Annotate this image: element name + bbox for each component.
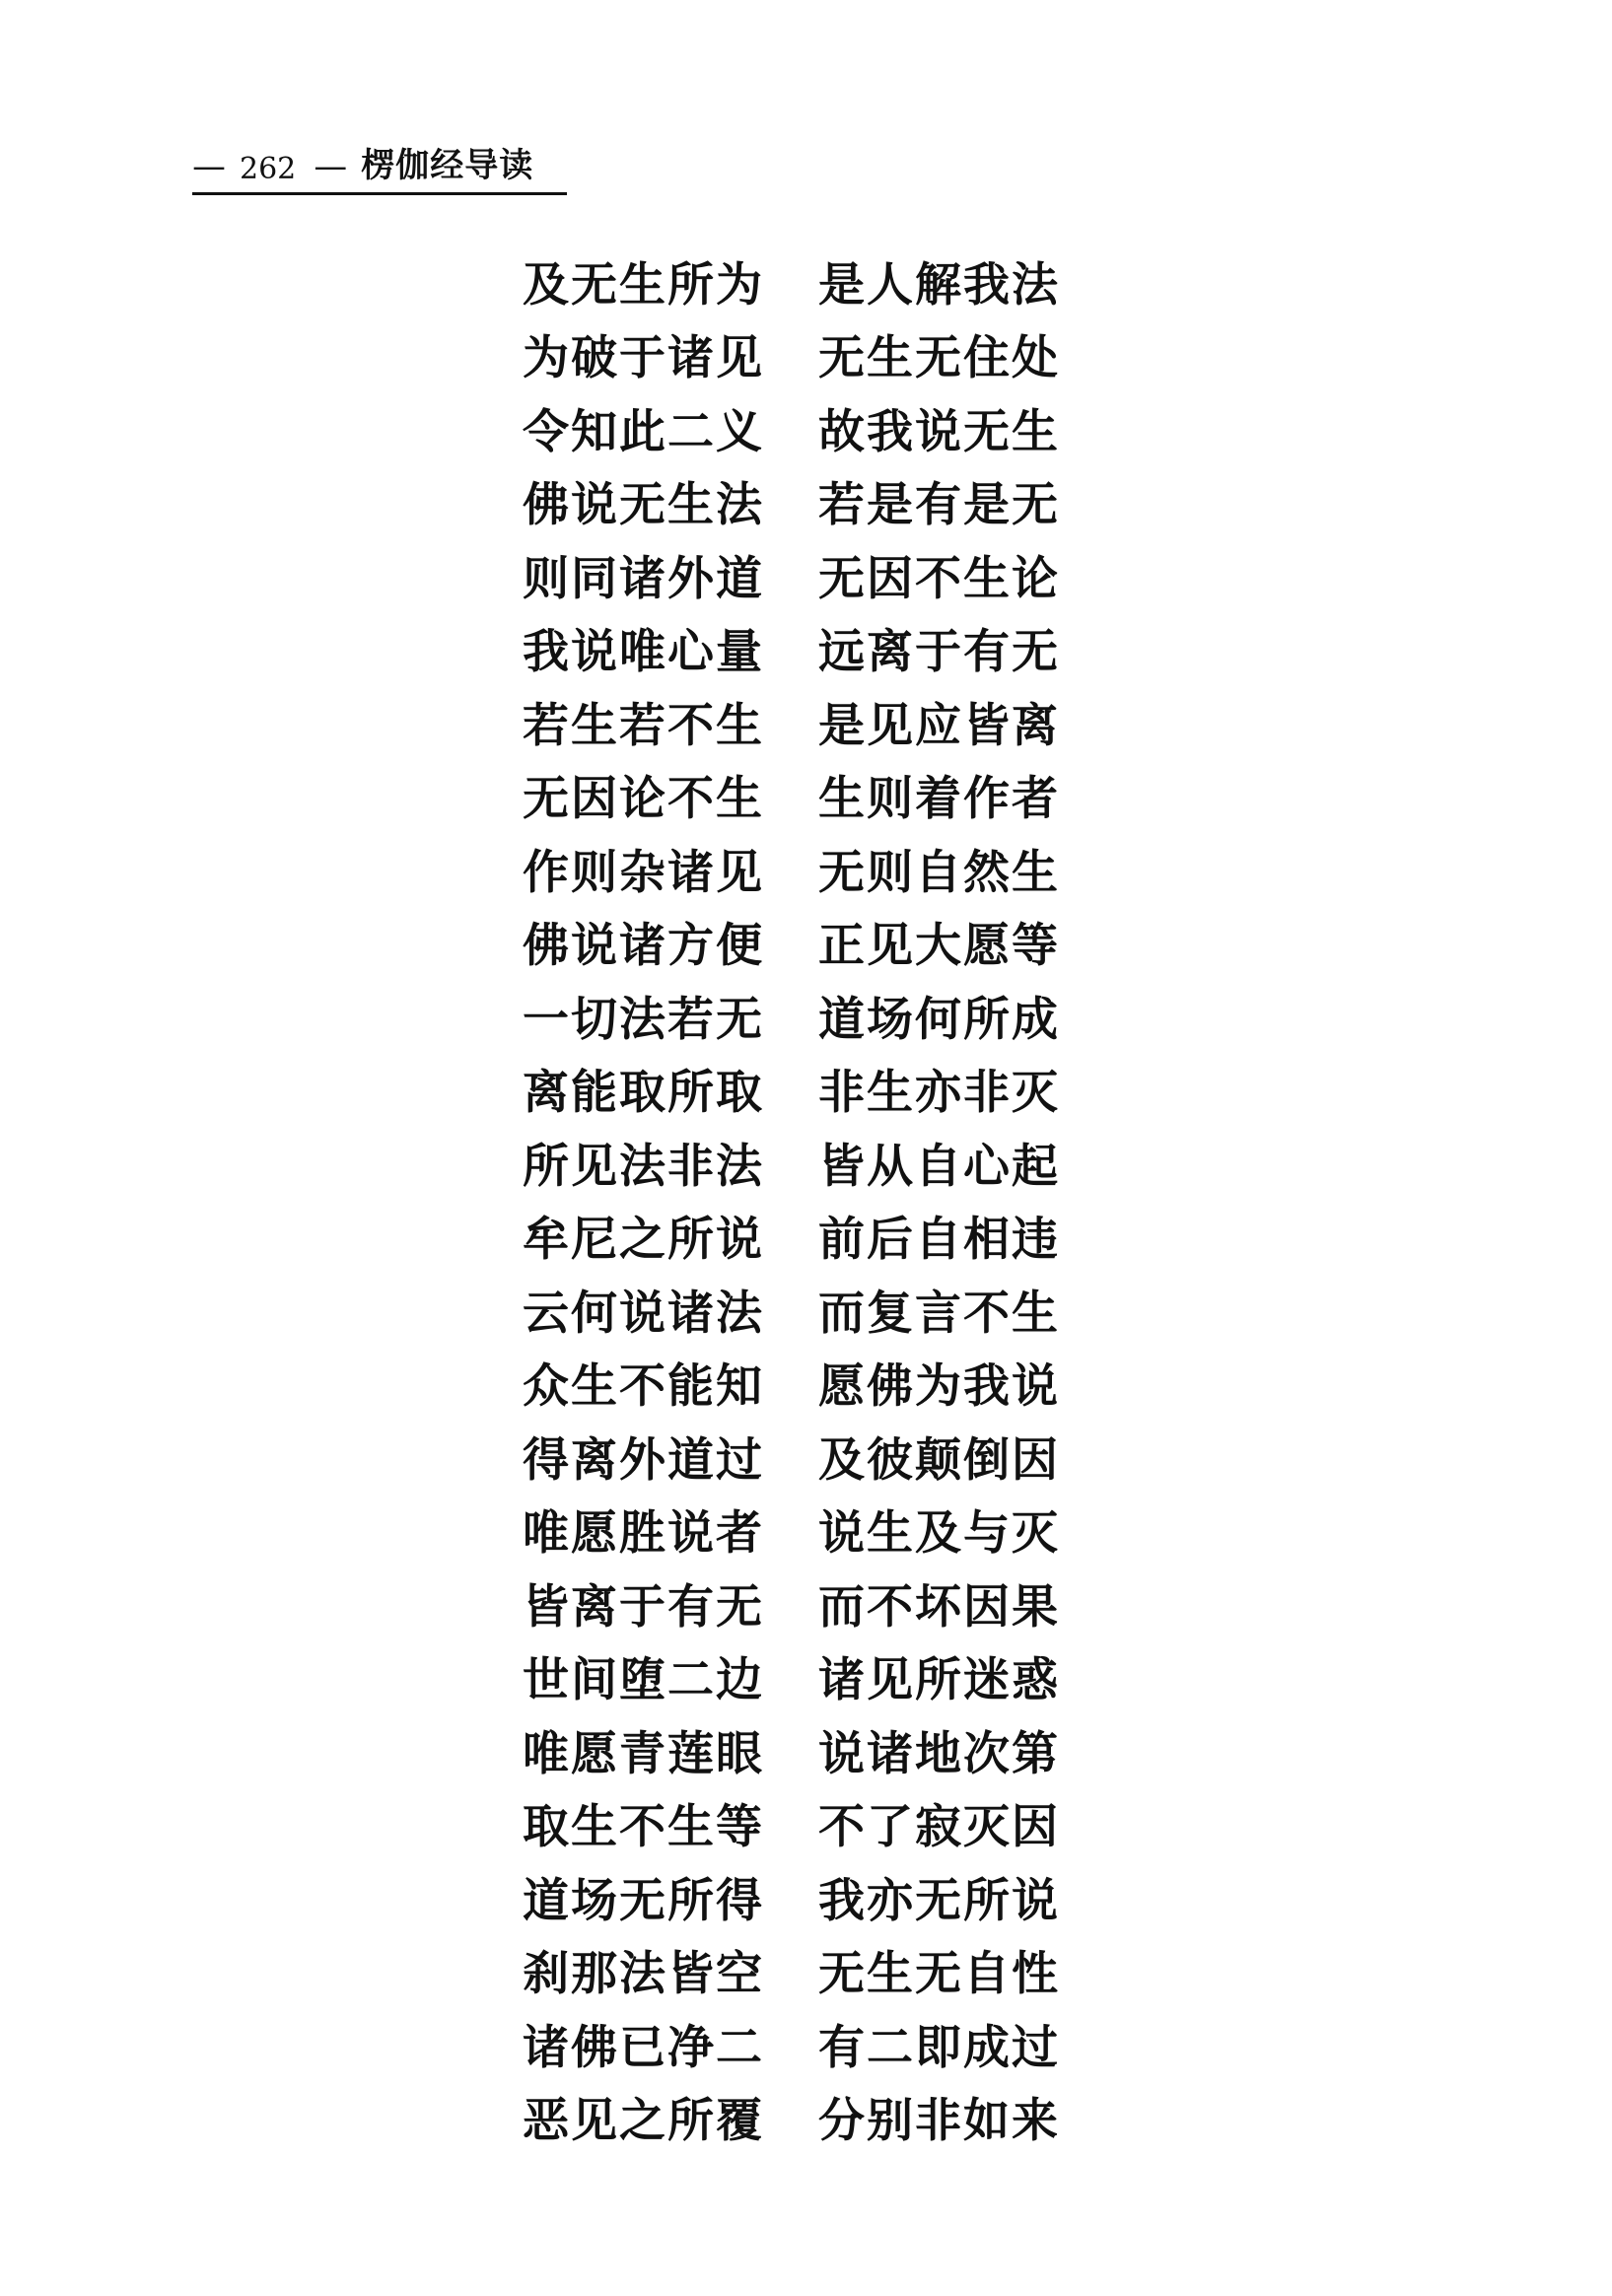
verse-row [523, 1497, 1075, 1571]
verse-line-first: 则同诸外道 [523, 551, 764, 606]
verse-row [523, 1791, 1075, 1865]
verse-row [523, 1277, 1075, 1351]
verse-line-second: 若是有是无 [818, 478, 1060, 533]
verse-line-first: 无因论不生 [523, 772, 764, 827]
verse-line-first: 云何说诸法 [523, 1286, 764, 1341]
verse-row [523, 1424, 1075, 1497]
verse-line-second: 不了寂灭因 [818, 1800, 1060, 1855]
verse-line-first: 世间堕二边 [523, 1653, 764, 1708]
verse-row [523, 2011, 1075, 2085]
verse-line-first: 恶见之所覆 [523, 2094, 764, 2149]
verse-line-second: 非生亦非灭 [818, 1066, 1060, 1121]
verse-row [523, 1570, 1075, 1644]
page-number: 262 [240, 152, 297, 186]
header-dash-right: — [314, 147, 348, 186]
verse-line-first: 刹那法皆空 [523, 1947, 764, 2002]
verse-row [523, 395, 1075, 469]
verse-row [523, 2085, 1075, 2159]
verse-row [523, 322, 1075, 396]
verse-block [523, 248, 1075, 2158]
verse-row [523, 248, 1075, 322]
verse-row [523, 1938, 1075, 2012]
verse-row [523, 1644, 1075, 1718]
verse-line-second: 有二即成过 [818, 2020, 1060, 2075]
verse-line-first: 若生若不生 [523, 698, 764, 753]
verse-row [523, 1130, 1075, 1204]
verse-line-second: 是人解我法 [818, 257, 1060, 313]
verse-line-first: 作则杂诸见 [523, 845, 764, 900]
verse-row [523, 1717, 1075, 1791]
running-header [192, 140, 567, 195]
verse-line-second: 道场何所成 [818, 992, 1060, 1047]
verse-line-second: 而不坏因果 [818, 1579, 1060, 1635]
verse-line-second: 无生无自性 [818, 1947, 1060, 2002]
verse-line-first: 唯愿胜说者 [523, 1506, 764, 1562]
verse-line-first: 牟尼之所说 [523, 1213, 764, 1268]
verse-line-second: 分别非如来 [818, 2094, 1060, 2149]
verse-row [523, 836, 1075, 910]
verse-line-second: 故我说无生 [818, 404, 1060, 459]
verse-line-second: 说生及与灭 [818, 1506, 1060, 1562]
verse-row [523, 910, 1075, 984]
verse-line-second: 正见大愿等 [818, 919, 1060, 974]
verse-line-second: 我亦无所说 [818, 1873, 1060, 1928]
verse-line-second: 无则自然生 [818, 845, 1060, 900]
verse-line-second: 无生无住处 [818, 331, 1060, 386]
verse-line-first: 道场无所得 [523, 1873, 764, 1928]
verse-line-first: 诸佛已净二 [523, 2020, 764, 2075]
verse-line-first: 离能取所取 [523, 1066, 764, 1121]
verse-row [523, 689, 1075, 763]
verse-line-second: 远离于有无 [818, 625, 1060, 680]
verse-line-first: 唯愿青莲眼 [523, 1726, 764, 1781]
verse-line-first: 我说唯心量 [523, 625, 764, 680]
verse-line-first: 令知此二义 [523, 404, 764, 459]
verse-line-first: 为破于诸见 [523, 331, 764, 386]
verse-line-second: 无因不生论 [818, 551, 1060, 606]
header-dash-left: — [192, 147, 226, 186]
verse-line-first: 及无生所为 [523, 257, 764, 313]
verse-line-second: 而复言不生 [818, 1286, 1060, 1341]
verse-line-second: 前后自相违 [818, 1213, 1060, 1268]
verse-row [523, 1204, 1075, 1278]
verse-line-first: 皆离于有无 [523, 1579, 764, 1635]
verse-row [523, 469, 1075, 543]
verse-row [523, 1057, 1075, 1131]
verse-line-second: 愿佛为我说 [818, 1359, 1060, 1415]
verse-row [523, 983, 1075, 1057]
verse-line-second: 生则着作者 [818, 772, 1060, 827]
verse-row [523, 1864, 1075, 1938]
verse-row [523, 616, 1075, 690]
book-title: 楞伽经导读 [361, 146, 534, 185]
verse-line-second: 是见应皆离 [818, 698, 1060, 753]
verse-line-first: 佛说无生法 [523, 478, 764, 533]
verse-line-second: 诸见所迷惑 [818, 1653, 1060, 1708]
verse-line-first: 众生不能知 [523, 1359, 764, 1415]
verse-row [523, 542, 1075, 616]
verse-line-first: 所见法非法 [523, 1139, 764, 1194]
verse-line-second: 说诸地次第 [818, 1726, 1060, 1781]
verse-row [523, 763, 1075, 837]
verse-line-second: 及彼颠倒因 [818, 1432, 1060, 1488]
verse-line-first: 佛说诸方便 [523, 919, 764, 974]
verse-row [523, 1351, 1075, 1425]
verse-line-first: 得离外道过 [523, 1432, 764, 1488]
verse-line-first: 一切法若无 [523, 992, 764, 1047]
verse-line-second: 皆从自心起 [818, 1139, 1060, 1194]
verse-line-first: 取生不生等 [523, 1800, 764, 1855]
